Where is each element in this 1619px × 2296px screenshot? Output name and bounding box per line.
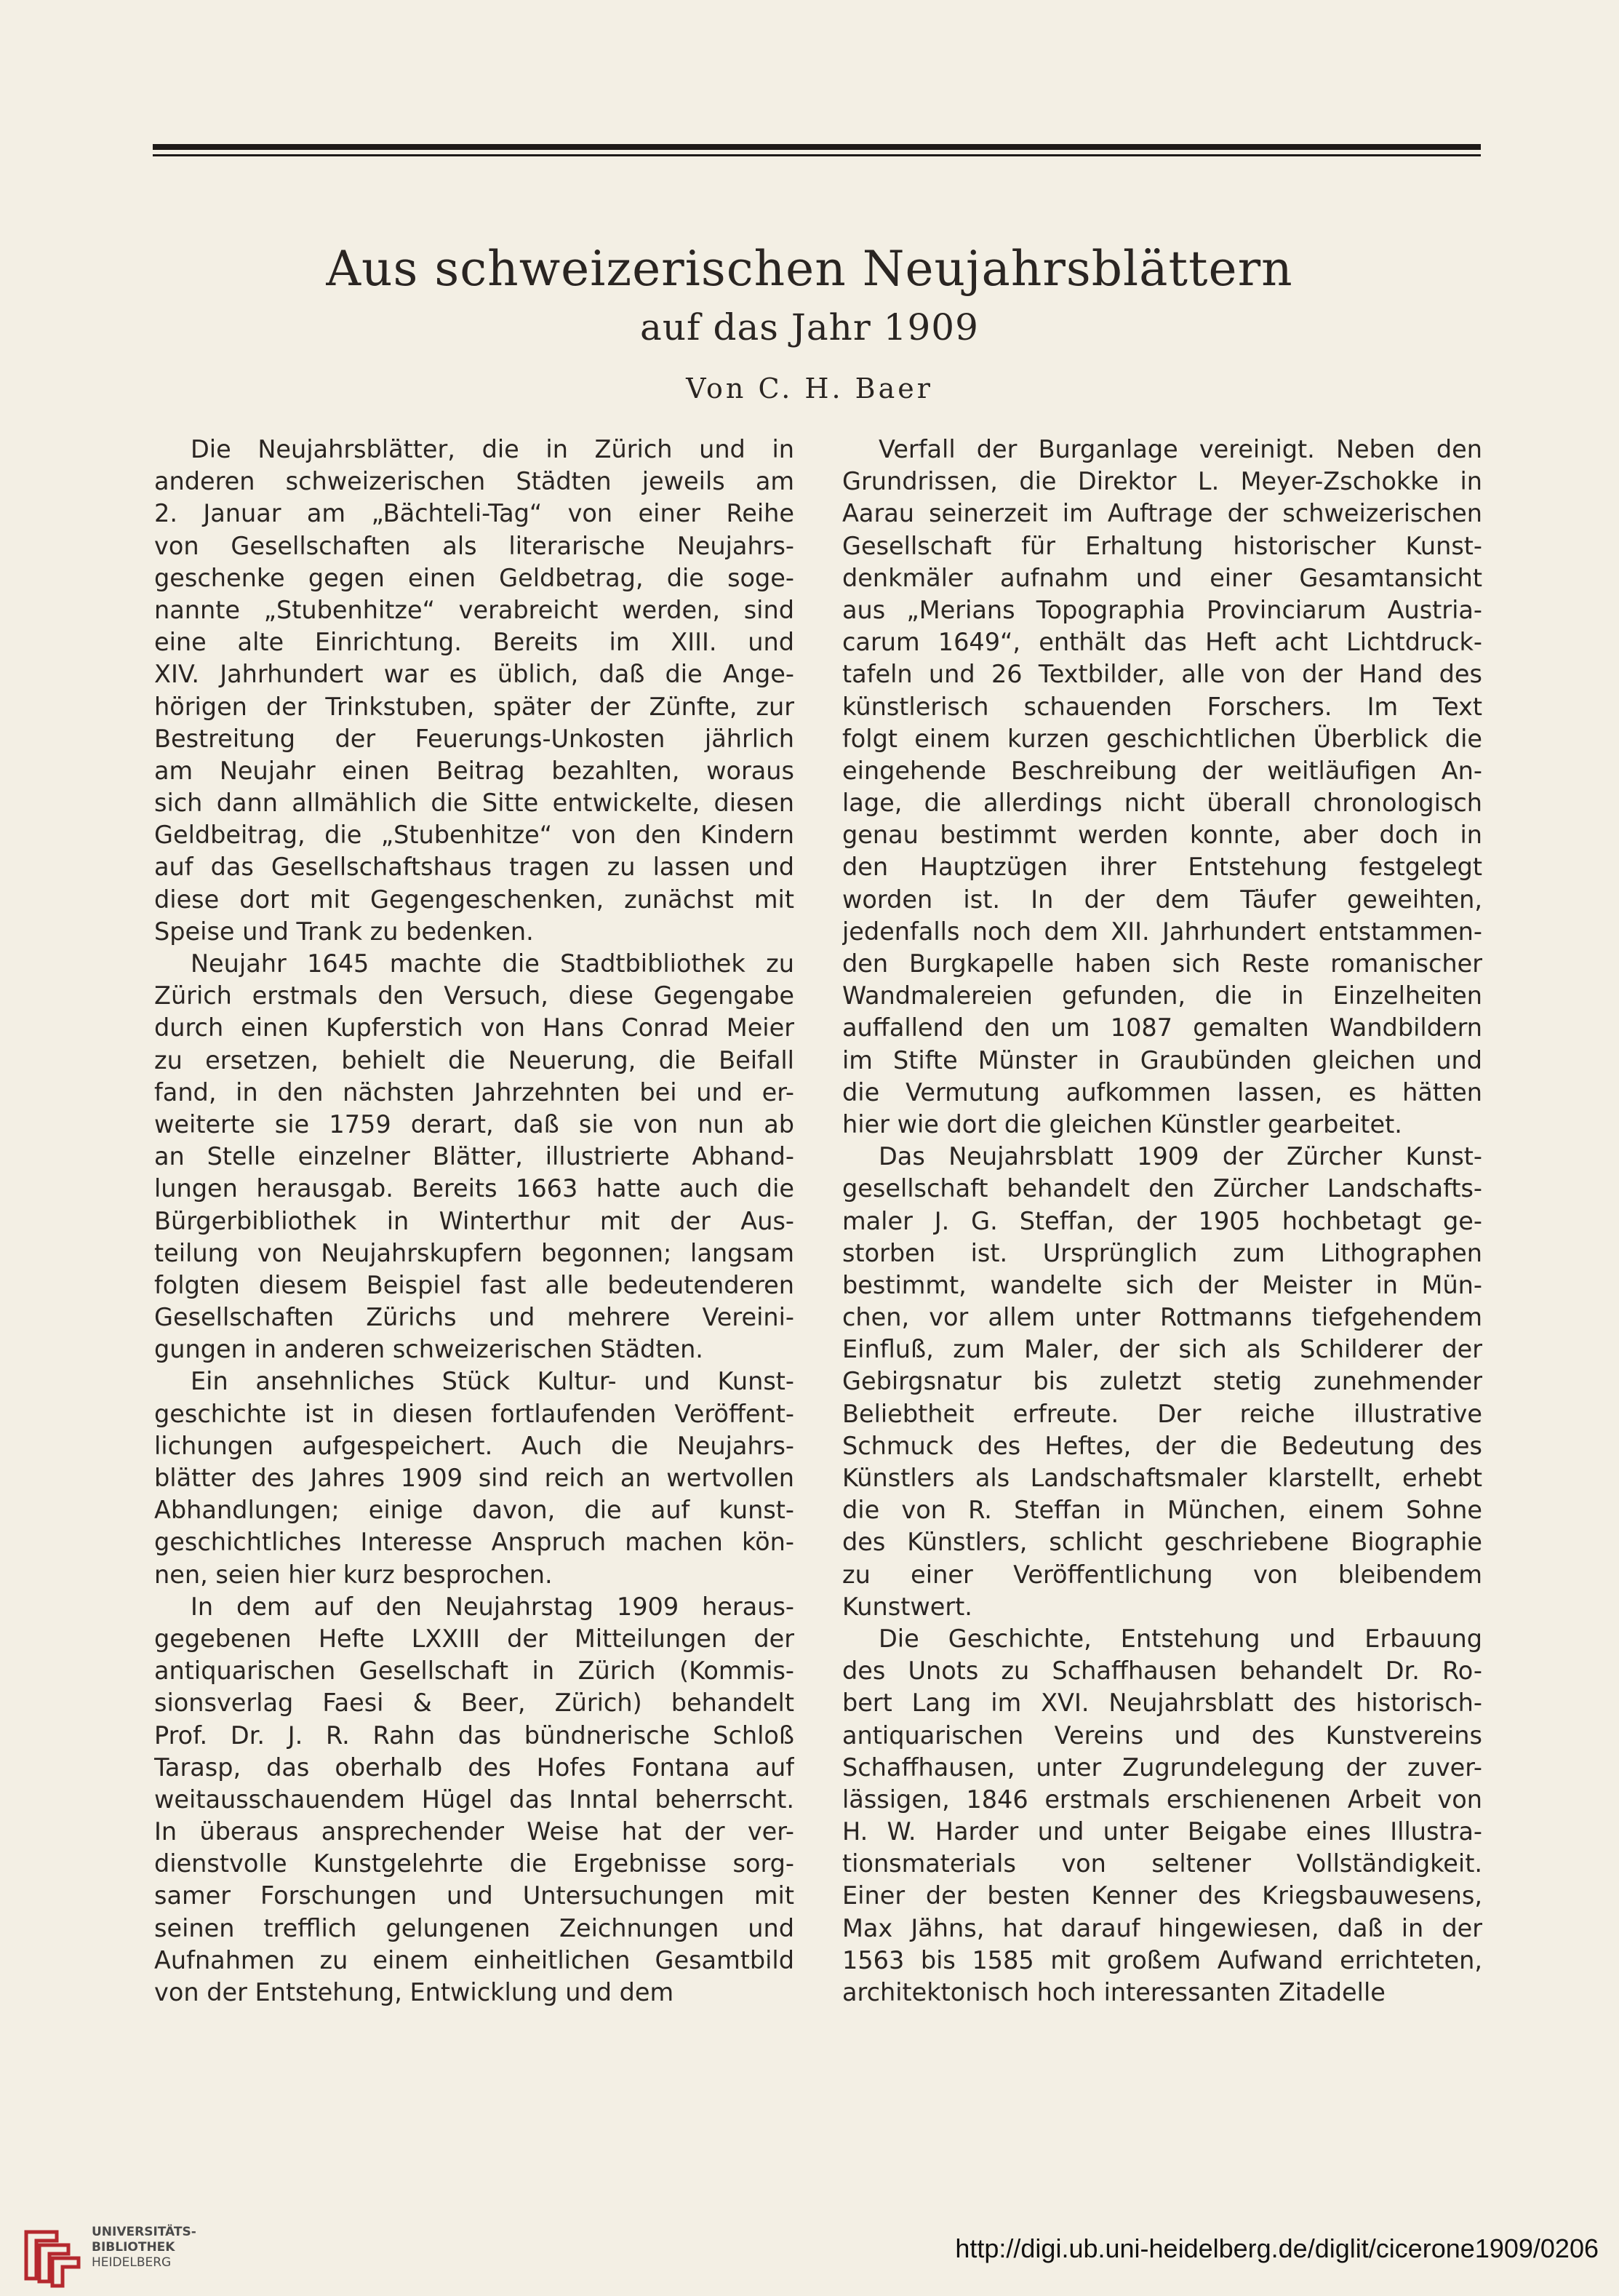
text-line: nannte „Stubenhitze“ verabreicht werden, sind xyxy=(154,595,794,624)
text-line: auffallend den um 1087 gemalten Wandbildern xyxy=(842,1013,1482,1043)
text-line: H. W. Harder und unter Beigabe eines Illustra- xyxy=(842,1817,1482,1846)
text-line: maler J. G. Steffan, der 1905 hochbetagt ge- xyxy=(842,1206,1482,1235)
text-line: Max Jähns, hat darauf hingewiesen, daß in der xyxy=(842,1913,1482,1942)
text-line: zu ersetzen, behielt die Neuerung, die Beifall xyxy=(154,1045,794,1075)
text-line: Künstlers als Landschaftsmaler klarstellt, erhebt xyxy=(842,1464,1482,1492)
text-line: Schmuck des Heftes, der die Bedeutung des xyxy=(842,1431,1482,1460)
text-line: gesellschaft behandelt den Zürcher Landschafts- xyxy=(842,1174,1482,1203)
text-line: die von R. Steffan in München, einem Sohne xyxy=(842,1496,1482,1525)
text-line: weitausschauendem Hügel das Inntal beherrscht. xyxy=(154,1785,794,1814)
text-line: Bestreitung der Feuerungs-Unkosten jährlich xyxy=(154,724,794,753)
text-line: sich dann allmählich die Sitte entwickelte, diesen xyxy=(154,789,794,818)
text-line: lungen herausgab. Bereits 1663 hatte auch die xyxy=(154,1174,794,1203)
text-line: Gesellschaft für Erhaltung historischer Kunst- xyxy=(842,531,1482,560)
text-line: den Hauptzügen ihrer Entstehung festgelegt xyxy=(842,853,1482,882)
text-line: 1563 bis 1585 mit großem Aufwand errichteten, xyxy=(842,1945,1482,1974)
text-line: weiterte sie 1759 derart, daß sie von nun ab xyxy=(154,1109,794,1139)
text-line: von der Entstehung, Entwicklung und dem xyxy=(154,1978,674,2006)
text-line: XIV. Jahrhundert war es üblich, daß die Ange- xyxy=(154,660,794,689)
text-line: im Stifte Münster in Graubünden gleichen und xyxy=(842,1045,1482,1075)
text-line: lässigen, 1846 erstmals erschienenen Arbeit von xyxy=(842,1785,1482,1814)
header-rule-thin xyxy=(153,154,1481,156)
text-line: sionsverlag Faesi & Beer, Zürich) behandelt xyxy=(154,1689,794,1718)
text-line: bert Lang im XVI. Neujahrsblatt des historisch- xyxy=(842,1689,1482,1718)
text-line: folgt einem kurzen geschichtlichen Überblick die xyxy=(842,724,1482,753)
text-line: Wandmalereien gefunden, die in Einzelheiten xyxy=(842,981,1482,1011)
paragraph xyxy=(842,1623,1482,2009)
text-line: dienstvolle Kunstgelehrte die Ergebnisse sorg- xyxy=(154,1849,794,1878)
text-line: In dem auf den Neujahrstag 1909 heraus- xyxy=(191,1592,794,1621)
text-line: geschenke gegen einen Geldbetrag, die soge- xyxy=(154,563,794,592)
text-line: Das Neujahrsblatt 1909 der Zürcher Kunst- xyxy=(879,1142,1482,1171)
text-line: Tarasp, das oberhalb des Hofes Fontana auf xyxy=(154,1753,794,1782)
text-line: gegebenen Hefte LXXIII der Mitteilungen der xyxy=(154,1624,794,1653)
text-line: Beliebtheit erfreute. Der reiche illustrative xyxy=(842,1399,1482,1428)
text-line: fand, in den nächsten Jahrzehnten bei und er- xyxy=(154,1077,794,1107)
text-line: Einer der besten Kenner des Kriegsbauwesens, xyxy=(842,1881,1482,1910)
text-line: Gesellschaften Zürichs und mehrere Vereini- xyxy=(154,1303,794,1332)
text-line: Einfluß, zum Maler, der sich als Schilderer der xyxy=(842,1335,1482,1364)
text-line: 2. Januar am „Bächteli-Tag“ von einer Reihe xyxy=(154,499,794,528)
text-line: Aufnahmen zu einem einheitlichen Gesamtbild xyxy=(154,1945,794,1974)
text-line: Schaffhausen, unter Zugrundelegung der zuver- xyxy=(842,1753,1482,1782)
paragraph xyxy=(842,434,1482,1141)
text-line: worden ist. In der dem Täufer geweihten, xyxy=(842,885,1482,914)
text-line: folgten diesem Beispiel fast alle bedeutenderen xyxy=(154,1270,794,1299)
text-line: Die Neujahrsblätter, die in Zürich und in xyxy=(191,435,794,463)
text-line: blätter des Jahres 1909 sind reich an wertvollen xyxy=(154,1464,794,1492)
article-byline: Von C. H. Baer xyxy=(686,372,933,404)
text-line: an Stelle einzelner Blätter, illustrierte Abhand- xyxy=(154,1142,794,1171)
text-line: des Unots zu Schaffhausen behandelt Dr. Ro- xyxy=(842,1657,1482,1686)
text-line: des Künstlers, schlicht geschriebene Biographie xyxy=(842,1528,1482,1557)
text-column-right xyxy=(842,434,1482,2009)
text-line: diese dort mit Gegengeschenken, zunächst mit xyxy=(154,885,794,914)
paragraph xyxy=(154,1366,794,1590)
institution-name xyxy=(92,2225,196,2271)
text-line: architektonisch hoch interessanten Zitadelle xyxy=(842,1978,1386,2006)
text-line: genau bestimmt werden konnte, aber doch in xyxy=(842,821,1482,850)
university-library-logo-icon xyxy=(16,2220,86,2290)
text-line: von Gesellschaften als literarische Neujahrs- xyxy=(154,531,794,560)
text-line: künstlerisch schauenden Forschers. Im Text xyxy=(842,692,1482,721)
text-line: teilung von Neujahrskupfern begonnen; langsam xyxy=(154,1238,794,1267)
text-line: anderen schweizerischen Städten jeweils am xyxy=(154,467,794,496)
text-line: bestimmt, wandelte sich der Meister in Mün- xyxy=(842,1270,1482,1299)
text-line: geschichte ist in diesen fortlaufenden Veröffent- xyxy=(154,1399,794,1428)
text-line: Gebirgsnatur bis zuletzt stetig zunehmender xyxy=(842,1367,1482,1396)
text-line: Neujahr 1645 machte die Stadtbibliothek zu xyxy=(191,949,794,978)
text-line: den Burgkapelle haben sich Reste romanischer xyxy=(842,949,1482,978)
text-line: Ein ansehnliches Stück Kultur- und Kunst- xyxy=(191,1367,794,1396)
paragraph xyxy=(842,1141,1482,1623)
article-subtitle: auf das Jahr 1909 xyxy=(640,306,979,348)
text-line: storben ist. Ursprünglich zum Lithographen xyxy=(842,1238,1482,1267)
source-url-link[interactable]: http://digi.ub.uni-heidelberg.de/diglit/cicerone1909/0206 xyxy=(955,2233,1599,2263)
paragraph xyxy=(154,948,794,1366)
institution-line: UNIVERSITÄTS- xyxy=(92,2225,196,2239)
text-line: carum 1649“, enthält das Heft acht Lichtdruck- xyxy=(842,628,1482,657)
text-line: Die Geschichte, Entstehung und Erbauung xyxy=(879,1624,1482,1653)
text-line: nen, seien hier kurz besprochen. xyxy=(154,1560,553,1589)
text-line: Aarau seinerzeit im Auftrage der schweizerischen xyxy=(842,499,1482,528)
text-line: lichungen aufgespeichert. Auch die Neujahrs- xyxy=(154,1431,794,1460)
text-line: zu einer Veröffentlichung von bleibendem xyxy=(842,1560,1482,1589)
text-line: Speise und Trank zu bedenken. xyxy=(154,917,534,946)
institution-line: HEIDELBERG xyxy=(92,2255,172,2270)
text-line: Bürgerbibliothek in Winterthur mit der Aus- xyxy=(154,1206,794,1235)
text-line: durch einen Kupferstich von Hans Conrad Meier xyxy=(154,1013,794,1043)
text-line: Verfall der Burganlage vereinigt. Neben den xyxy=(879,435,1482,463)
paragraph xyxy=(154,434,794,948)
text-line: seinen trefflich gelungenen Zeichnungen und xyxy=(154,1913,794,1942)
text-column-left xyxy=(154,434,794,2009)
text-line: denkmäler aufnahm und einer Gesamtansicht xyxy=(842,563,1482,592)
text-line: antiquarischen Vereins und des Kunstvereins xyxy=(842,1721,1482,1750)
institution-line: BIBLIOTHEK xyxy=(92,2240,175,2255)
text-line: tafeln und 26 Textbilder, alle von der Hand des xyxy=(842,660,1482,689)
text-line: lage, die allerdings nicht überall chronologisch xyxy=(842,789,1482,818)
text-line: eine alte Einrichtung. Bereits im XIII. und xyxy=(154,628,794,657)
text-line: am Neujahr einen Beitrag bezahlten, woraus xyxy=(154,756,794,785)
text-line: Zürich erstmals den Versuch, diese Gegengabe xyxy=(154,981,794,1011)
text-line: tionsmaterials von seltener Vollständigkeit. xyxy=(842,1849,1482,1878)
text-line: samer Forschungen und Untersuchungen mit xyxy=(154,1881,794,1910)
text-line: hier wie dort die gleichen Künstler gearbeitet. xyxy=(842,1109,1402,1139)
text-line: hörigen der Trinkstuben, später der Zünfte, zur xyxy=(154,692,794,721)
text-line: eingehende Beschreibung der weitläufigen An- xyxy=(842,756,1482,785)
text-line: gungen in anderen schweizerischen Städten. xyxy=(154,1335,703,1364)
text-line: jedenfalls noch dem XII. Jahrhundert entstammen- xyxy=(842,917,1482,946)
text-line: auf das Gesellschaftshaus tragen zu lassen und xyxy=(154,853,794,882)
text-line: Abhandlungen; einige davon, die auf kunst- xyxy=(154,1496,794,1525)
text-line: Geldbeitrag, die „Stubenhitze“ von den Kindern xyxy=(154,821,794,850)
text-line: chen, vor allem unter Rottmanns tiefgehendem xyxy=(842,1303,1482,1332)
text-line: In überaus ansprechender Weise hat der ver- xyxy=(154,1817,794,1846)
text-line: aus „Merians Topographia Provinciarum Austria- xyxy=(842,595,1482,624)
text-line: die Vermutung aufkommen lassen, es hätten xyxy=(842,1077,1482,1107)
article-title: Aus schweizerischen Neujahrsblättern xyxy=(326,241,1293,297)
paragraph xyxy=(154,1591,794,2009)
text-line: Grundrissen, die Direktor L. Meyer-Zschokke in xyxy=(842,467,1482,496)
text-line: Kunstwert. xyxy=(842,1592,972,1621)
text-line: Prof. Dr. J. R. Rahn das bündnerische Schloß xyxy=(154,1721,794,1750)
text-line: antiquarischen Gesellschaft in Zürich (Kommis- xyxy=(154,1657,794,1686)
text-line: geschichtliches Interesse Anspruch machen kön- xyxy=(154,1528,794,1557)
header-rule-thick xyxy=(153,144,1481,150)
